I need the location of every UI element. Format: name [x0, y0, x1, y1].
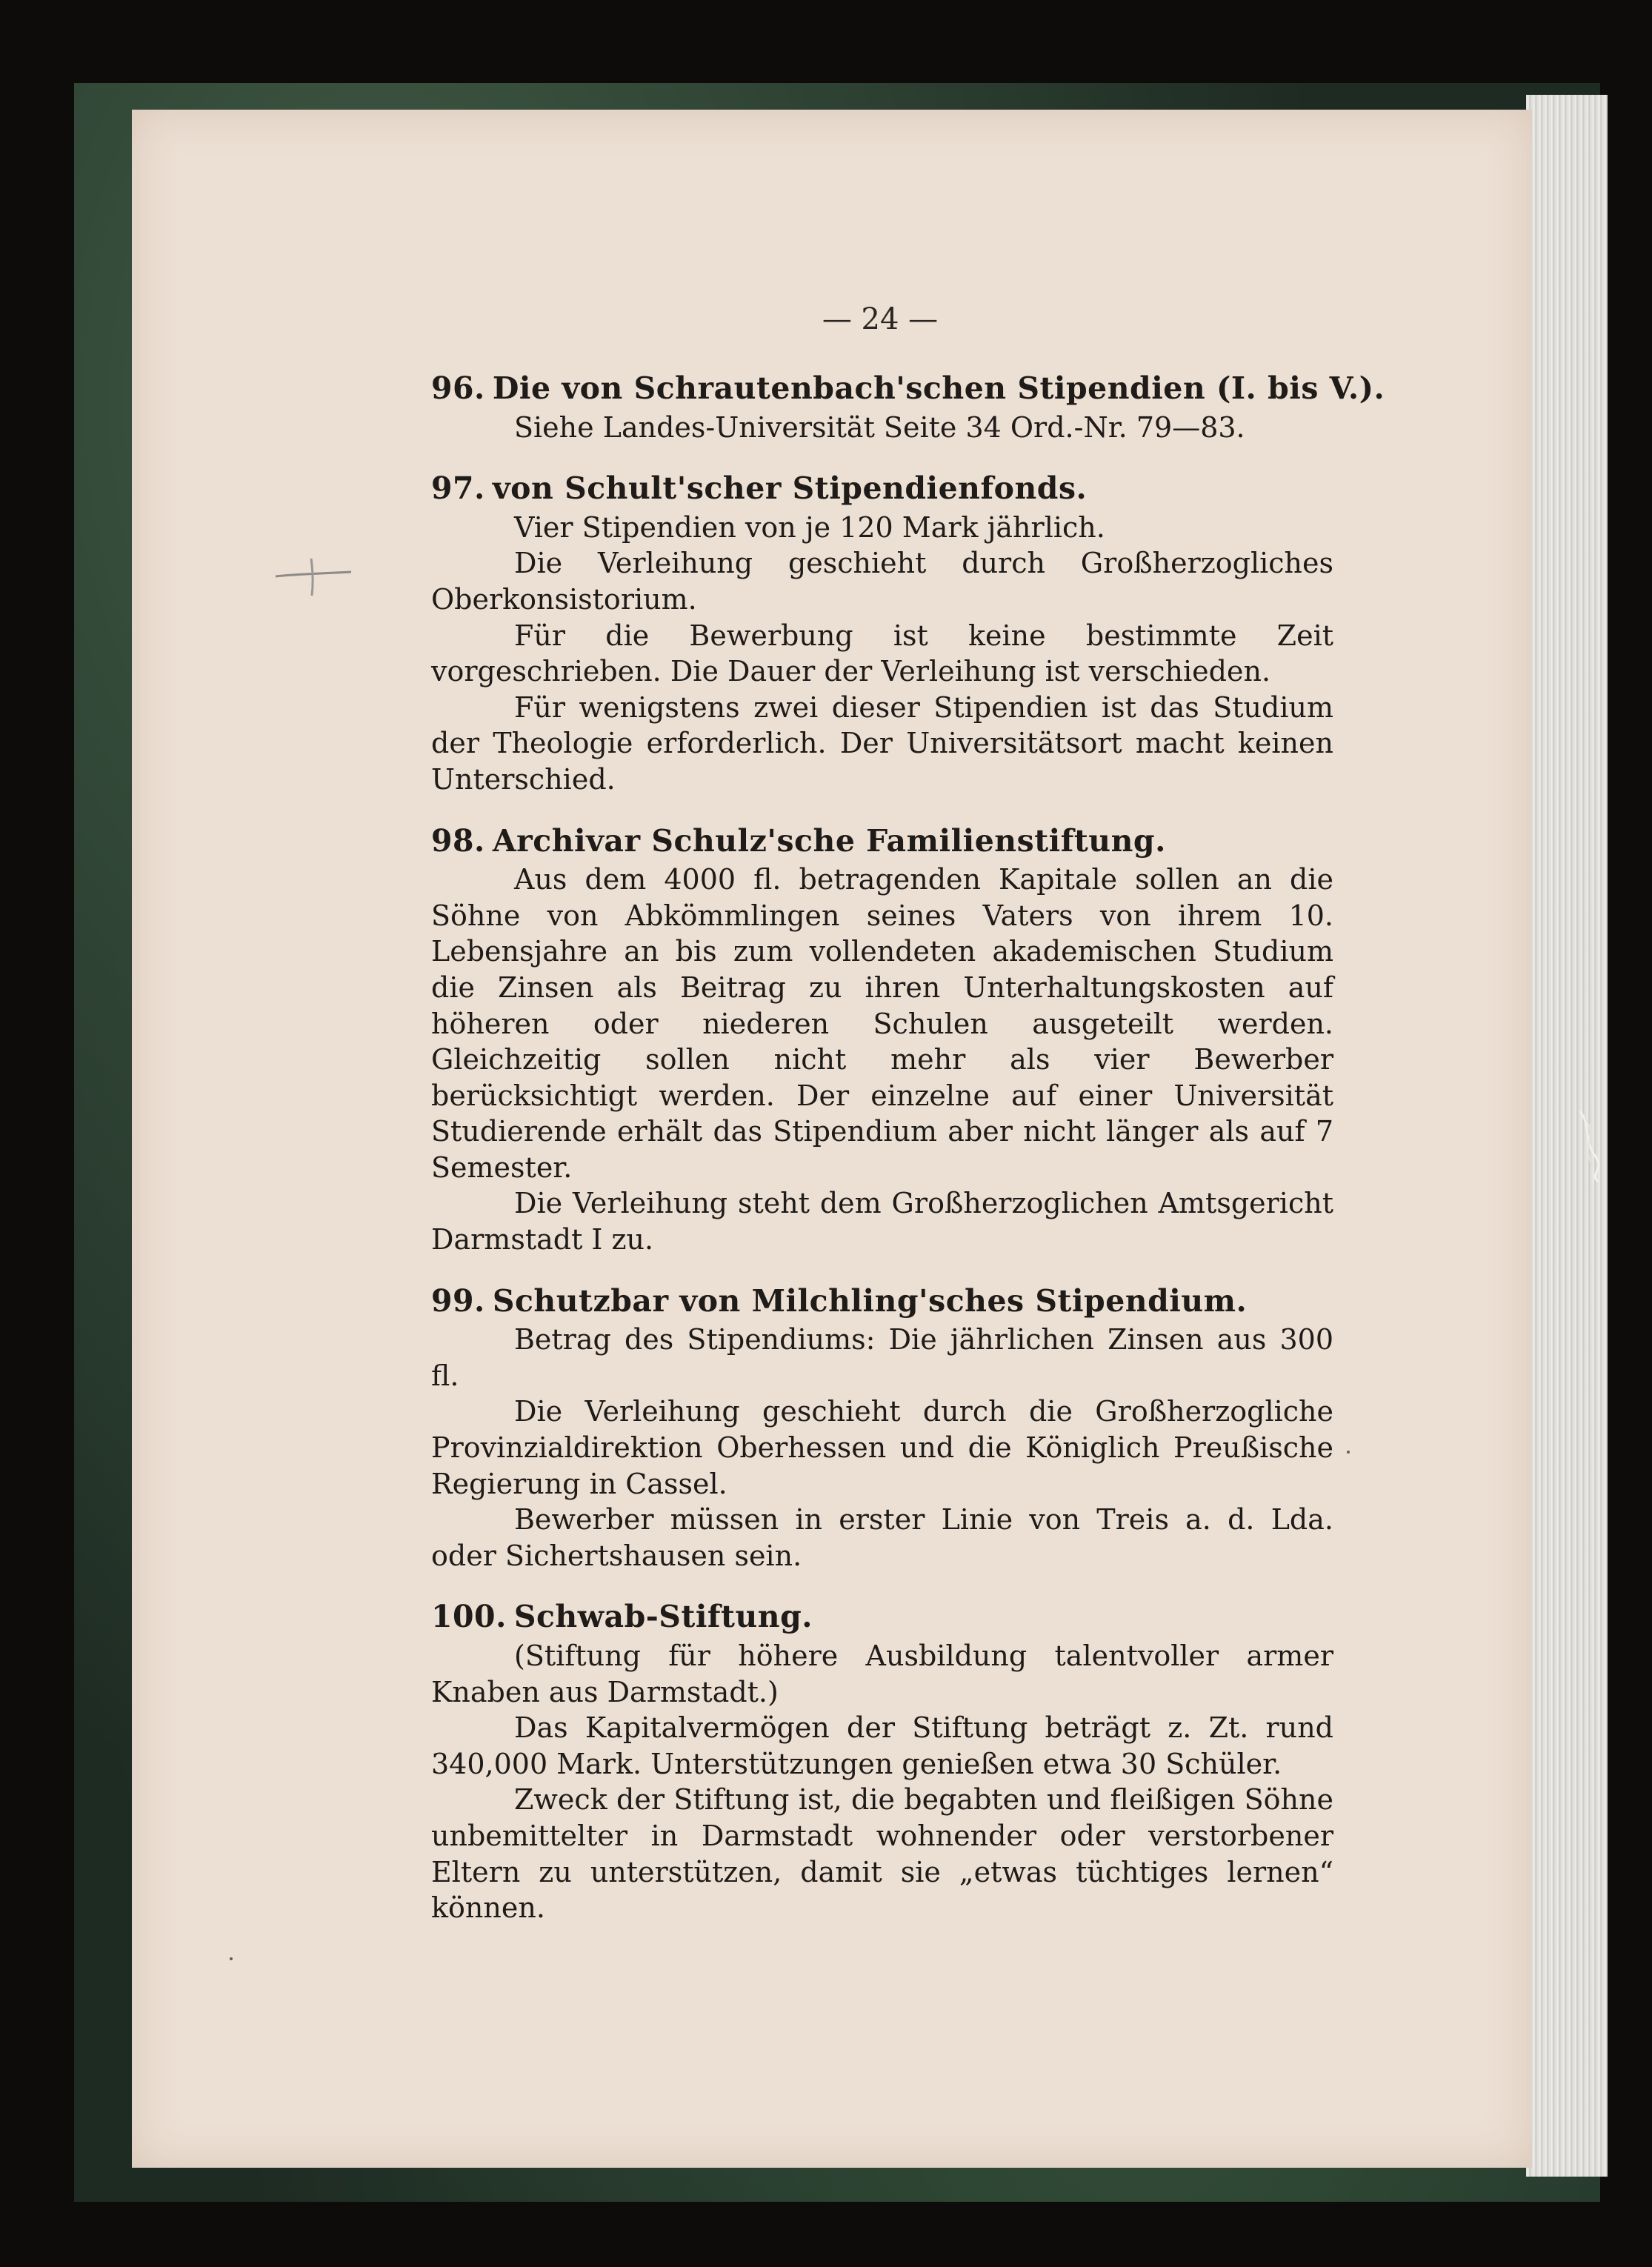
section-title: Schwab-Stiftung. [513, 1599, 813, 1635]
page-number: — 24 — [822, 302, 939, 336]
section-heading [431, 470, 1333, 507]
section-99 [431, 1283, 1333, 1574]
section-heading [431, 823, 1333, 859]
paragraph: Vier Stipendien von je 120 Mark jährlich. [514, 510, 1105, 544]
paragraph: (Stiftung für höhere Ausbildung talentvoller armer Knaben aus Darmstadt.) [431, 1640, 1333, 1708]
pencil-cross-mark [273, 554, 354, 599]
section-96 [431, 370, 1385, 445]
paper-speck [1347, 1451, 1350, 1454]
section-100 [431, 1599, 1333, 1925]
section-number: 100. [431, 1599, 507, 1635]
paragraph: Die Verleihung steht dem Großherzoglichen Amtsgericht Darmstadt I zu. [431, 1187, 1333, 1256]
section-heading [431, 1283, 1333, 1319]
section-97 [431, 470, 1333, 797]
paragraph: Für die Bewerbung ist keine bestimmte Zeit vorgeschrieben. Die Dauer der Verleihung ist verschieden. [431, 619, 1333, 688]
paragraph: Für wenigstens zwei dieser Stipendien ist das Studium der Theologie erforderlich. Der Universitätsort macht keinen Unterschied. [431, 690, 1333, 796]
paper-speck [230, 1957, 233, 1960]
section-number: 99. [431, 1282, 485, 1319]
section-title: von Schult'scher Stipendienfonds. [492, 470, 1088, 507]
section-title: Die von Schrautenbach'schen Stipendien (I. bis V.). [492, 370, 1385, 406]
paragraph: Die Verleihung geschieht durch die Großherzogliche Provinzialdirektion Oberhessen und die Königlich Preußische Regierung in Cassel. [431, 1395, 1333, 1500]
section-heading [431, 370, 1385, 407]
paragraph: Betrag des Stipendiums: Die jährlichen Zinsen aus 300 fl. [431, 1323, 1333, 1392]
paragraph: Bewerber müssen in erster Linie von Treis a. d. Lda. oder Sichertshausen sein. [431, 1503, 1333, 1572]
page-content [431, 370, 1385, 1951]
paragraph: Siehe Landes-Universität Seite 34 Ord.-Nr. 79—83. [514, 410, 1245, 444]
paragraph: Aus dem 4000 fl. betragenden Kapitale sollen an die Söhne von Abkömmlingen seines Vaters von ihrem 10. Lebensjahre an bis zum vollendeten akademischen Studium die Zinsen als Beitrag zu ihren Unterhaltungskosten auf höheren oder niederen Schulen ausgeteilt werden. Gleichzeitig sollen nicht mehr als vier Bewerber berücksichtigt werden. Der einzelne auf einer Universität Studierende erhält das Stipendium aber nicht länger als auf 7 Semester. [431, 863, 1333, 1184]
section-heading [431, 1599, 1333, 1635]
section-98 [431, 823, 1333, 1258]
section-title: Schutzbar von Milchling'sches Stipendium. [492, 1282, 1248, 1319]
paragraph: Das Kapitalvermögen der Stiftung beträgt z. Zt. rund 340,000 Mark. Unterstützungen genießen etwa 30 Schüler. [431, 1711, 1333, 1780]
binding-thread [1576, 1104, 1606, 1185]
section-number: 98. [431, 822, 485, 859]
section-title: Archivar Schulz'sche Familienstiftung. [492, 822, 1166, 859]
paragraph: Zweck der Stiftung ist, die begabten und fleißigen Söhne unbemittelter in Darmstadt wohnender oder verstorbener Eltern zu unterstützen, damit sie „etwas tüchtiges lernen“ können. [431, 1783, 1333, 1925]
section-number: 96. [431, 370, 485, 406]
section-number: 97. [431, 470, 485, 507]
paragraph: Die Verleihung geschieht durch Großherzogliches Oberkonsistorium. [431, 547, 1333, 616]
